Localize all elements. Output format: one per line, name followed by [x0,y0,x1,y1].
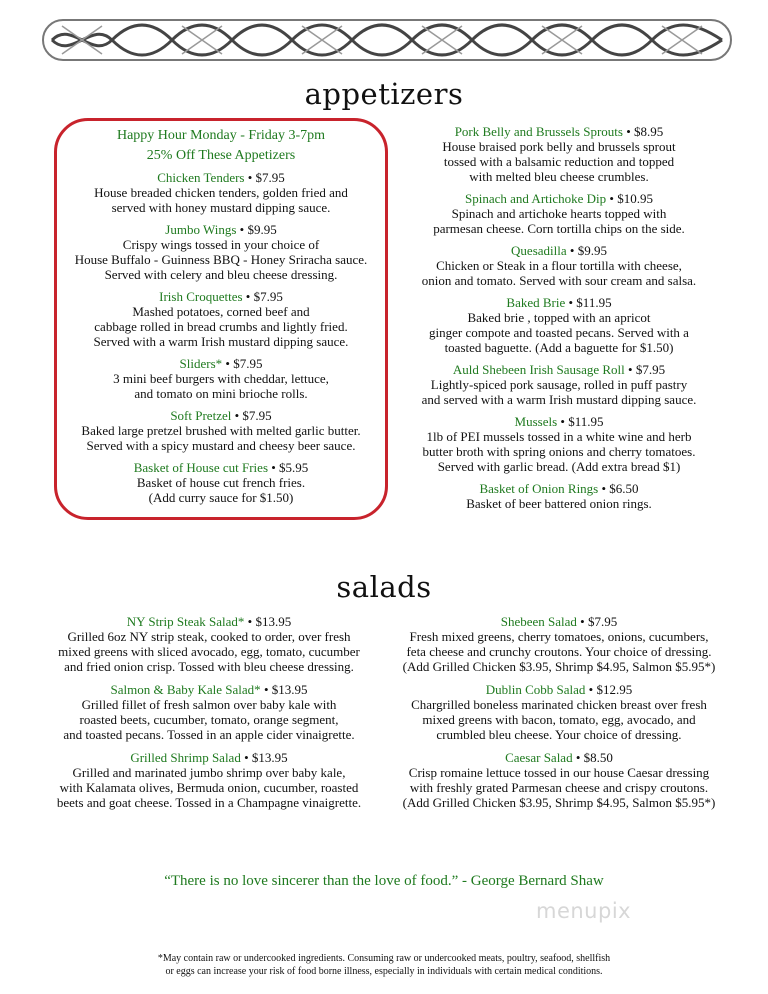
celtic-knot-border [42,18,732,62]
item-price: • $7.95 [624,362,666,377]
menu-item [398,243,720,288]
item-price: • $5.95 [268,460,309,475]
item-name: Chicken Tenders [157,170,245,185]
item-description: 3 mini beef burgers with cheddar, lettuce, [113,371,329,386]
menu-item [58,408,384,453]
item-description: Chicken or Steak in a flour tortilla with cheese, [436,258,682,273]
item-price: • $11.95 [565,295,612,310]
menu-item [36,750,382,810]
item-description: and toasted pecans. Tossed in an apple cider vinaigrette. [63,727,355,742]
item-description: Crisp romaine lettuce tossed in our house Caesar dressing [408,765,710,780]
item-description: Served with a warm Irish mustard dipping sauce. [93,334,349,349]
item-description: Grilled 6oz NY strip steak, cooked to order, over fresh [67,629,351,644]
item-description: (Add curry sauce for $1.50) [148,490,294,505]
salads-left-column [36,614,382,818]
item-description: parmesan cheese. Corn tortilla chips on the side. [433,221,685,236]
item-price: • $7.95 [231,408,272,423]
item-price: • $12.95 [585,682,633,697]
item-description: served with honey mustard dipping sauce. [111,200,331,215]
appetizers-heading: appetizers [304,77,464,111]
item-description: Spinach and artichoke hearts topped with [451,206,667,221]
item-price: • $7.95 [242,289,283,304]
item-name: Basket of Onion Rings [479,481,599,496]
menu-item [58,170,384,215]
item-description: House breaded chicken tenders, golden fried and [94,185,348,200]
menu-item [398,191,720,236]
item-description: Baked large pretzel brushed with melted garlic butter. [81,423,361,438]
item-name: Shebeen Salad [500,614,577,629]
item-description: Served with garlic bread. (Add extra bread $1) [437,459,681,474]
happy-hour-line1: Happy Hour Monday - Friday 3-7pm [116,128,326,143]
item-name: Baked Brie [506,295,566,310]
item-name: Caesar Salad [505,750,573,765]
item-description: and tomato on mini brioche rolls. [134,386,308,401]
appetizers-left-column [58,126,384,512]
item-description: Fresh mixed greens, cherry tomatoes, onions, cucumbers, [409,629,709,644]
item-description: mixed greens with sliced avocado, egg, tomato, cucumber [58,644,360,659]
salads-right-column [386,614,732,818]
item-description: Grilled and marinated jumbo shrimp over baby kale, [72,765,346,780]
quote: “There is no love sincerer than the love of food.” - George Bernard Shaw [164,873,604,889]
item-description: Lightly-spiced pork sausage, rolled in puff pastry [430,377,688,392]
item-name: Soft Pretzel [170,408,232,423]
footnote-line: *May contain raw or undercooked ingredients. Consuming raw or undercooked meats, poultry, seafood, shellfish [157,953,611,964]
item-price: • $9.95 [236,222,277,237]
item-description: Basket of beer battered onion rings. [466,496,652,511]
item-name: Mussels [514,414,558,429]
item-description: with Kalamata olives, Bermuda onion, cucumber, roasted [59,780,359,795]
menu-item [36,682,382,742]
item-description: Served with a spicy mustard and cheesy beer sauce. [86,438,356,453]
item-name: Auld Shebeen Irish Sausage Roll [452,362,625,377]
item-price: • $7.95 [576,614,618,629]
item-price: • $8.95 [622,124,664,139]
appetizers-right-column [398,124,720,518]
item-description: and fried onion crisp. Tossed with bleu cheese dressing. [64,659,354,674]
item-price: • $13.95 [260,682,308,697]
footnote [0,952,768,978]
item-description: Baked brie , topped with an apricot [467,310,651,325]
menu-item [398,414,720,474]
item-name: Pork Belly and Brussels Sprouts [454,124,623,139]
item-description: (Add Grilled Chicken $3.95, Shrimp $4.95, Salmon $5.95*) [402,795,716,810]
item-description: 1lb of PEI mussels tossed in a white wine and herb [426,429,692,444]
item-description: with melted bleu cheese crumbles. [469,169,649,184]
item-description: House braised pork belly and brussels sprout [442,139,676,154]
item-description: feta cheese and crunchy croutons. Your choice of dressing. [406,644,712,659]
item-name: Grilled Shrimp Salad [130,750,241,765]
item-description: crumbled bleu cheese. Your choice of dressing. [436,727,682,742]
item-price: • $10.95 [606,191,653,206]
footnote-line: or eggs can increase your risk of food borne illness, especially in individuals with certain medical conditions. [165,966,603,977]
item-description: House Buffalo - Guinness BBQ - Honey Sriracha sauce. [74,252,368,267]
item-description: roasted beets, cucumber, tomato, orange segment, [79,712,339,727]
menu-item [58,356,384,401]
item-name: Sliders* [179,356,223,371]
happy-hour-line2: 25% Off These Appetizers [146,148,296,163]
item-description: (Add Grilled Chicken $3.95, Shrimp $4.95, Salmon $5.95*) [402,659,716,674]
item-description: Chargrilled boneless marinated chicken breast over fresh [411,697,707,712]
menu-item [386,614,732,674]
item-name: NY Strip Steak Salad* [126,614,245,629]
item-description: and served with a warm Irish mustard dipping sauce. [421,392,697,407]
menu-item [398,362,720,407]
menu-item [386,750,732,810]
item-name: Dublin Cobb Salad [485,682,586,697]
item-name: Jumbo Wings [165,222,237,237]
menu-item [36,614,382,674]
menupix-watermark: menupix [536,899,632,923]
item-description: mixed greens with bacon, tomato, egg, avocado, and [422,712,696,727]
item-description: with freshly grated Parmesan cheese and crispy croutons. [409,780,709,795]
item-price: • $9.95 [566,243,607,258]
item-price: • $7.95 [222,356,263,371]
item-price: • $7.95 [244,170,285,185]
item-price: • $13.95 [240,750,288,765]
menu-item [398,124,720,184]
item-description: tossed with a balsamic reduction and topped [443,154,675,169]
item-description: ginger compote and toasted pecans. Served with a [429,325,689,340]
item-name: Basket of House cut Fries [133,460,268,475]
item-price: • $8.50 [572,750,613,765]
item-price: • $13.95 [244,614,292,629]
item-price: • $11.95 [557,414,604,429]
item-description: beets and goat cheese. Tossed in a Champagne vinaigrette. [56,795,362,810]
menu-item [58,460,384,505]
item-name: Irish Croquettes [159,289,243,304]
item-description: butter broth with spring onions and cherry tomatoes. [422,444,696,459]
menu-item [58,222,384,282]
item-name: Quesadilla [511,243,567,258]
menu-item [398,481,720,511]
item-description: onion and tomato. Served with sour cream and salsa. [421,273,697,288]
menu-item [386,682,732,742]
item-price: • $6.50 [598,481,639,496]
item-name: Salmon & Baby Kale Salad* [110,682,261,697]
item-description: cabbage rolled in bread crumbs and lightly fried. [94,319,348,334]
menu-item [398,295,720,355]
item-description: Mashed potatoes, corned beef and [132,304,310,319]
item-description: toasted baguette. (Add a baguette for $1.50) [444,340,674,355]
salads-heading: salads [336,570,432,604]
item-name: Spinach and Artichoke Dip [465,191,607,206]
item-description: Crispy wings tossed in your choice of [122,237,320,252]
item-description: Basket of house cut french fries. [136,475,306,490]
item-description: Served with celery and bleu cheese dressing. [104,267,338,282]
menu-item [58,289,384,349]
item-description: Grilled fillet of fresh salmon over baby kale with [81,697,337,712]
